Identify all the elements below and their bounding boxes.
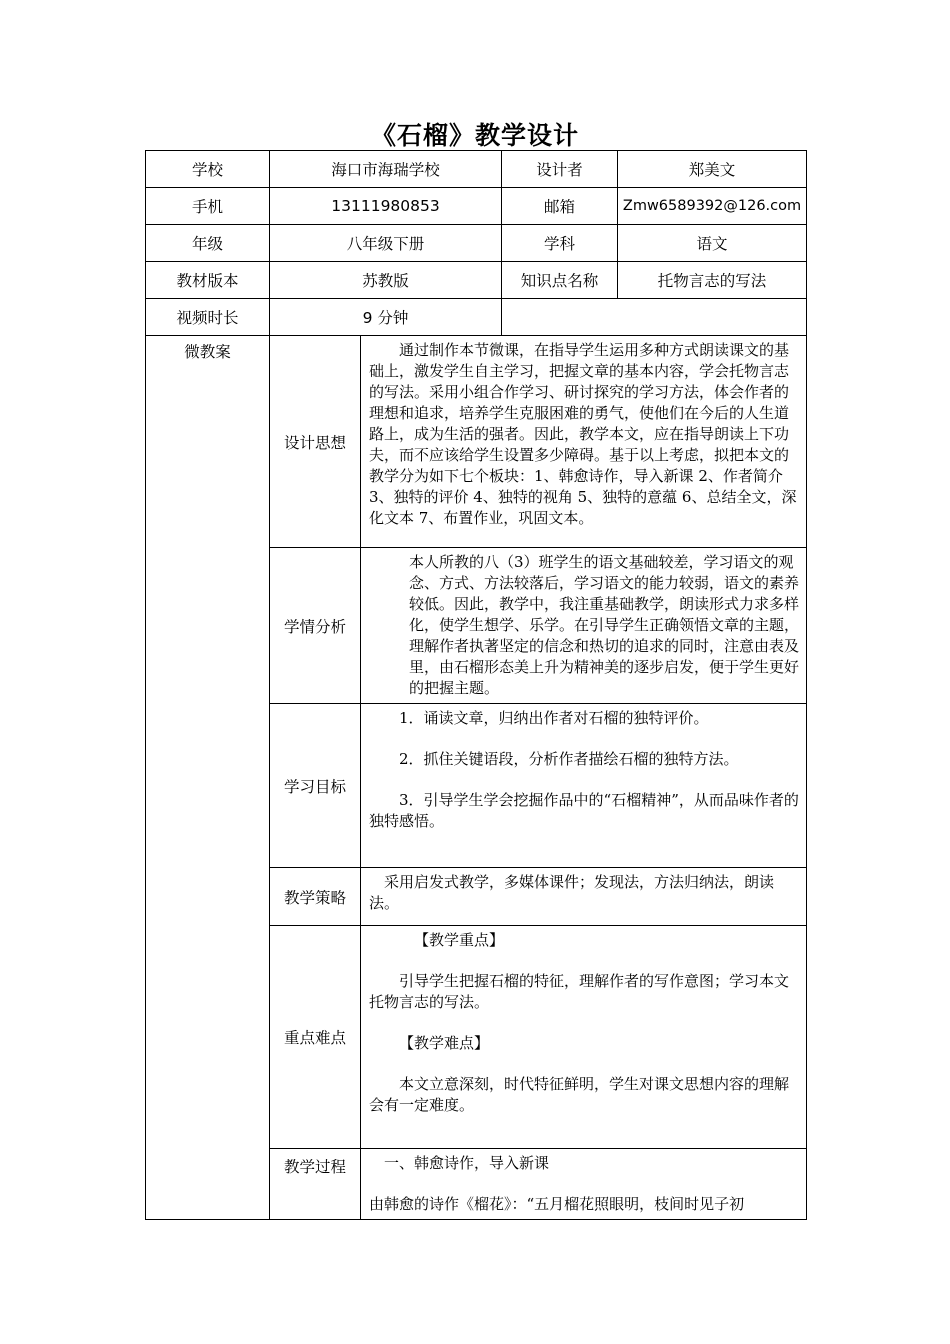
goal-item: 2．抓住关键语段，分析作者描绘石榴的独特方法。 — [399, 750, 739, 768]
process-step-text: 由韩愈的诗作《榴花》：“五月榴花照眼明，枝间时见子初 — [369, 1195, 745, 1213]
row-school — [146, 151, 807, 188]
goal-item: 1．诵读文章，归纳出作者对石榴的独特评价。 — [399, 709, 709, 727]
goals-label: 学习目标 — [270, 704, 361, 868]
lesson-label: 微教案 — [146, 336, 270, 1220]
subject-label: 学科 — [502, 225, 618, 262]
strategy-text: 采用启发式教学，多媒体课件；发现法，方法归纳法，朗读法。 — [369, 873, 775, 912]
phone-value: 13111980853 — [270, 188, 502, 225]
edition-label: 教材版本 — [146, 262, 270, 299]
analysis-content — [361, 548, 807, 704]
key-heading: 【教学重点】 — [414, 931, 505, 949]
school-label: 学校 — [146, 151, 270, 188]
duration-empty-cell — [502, 299, 807, 336]
keypoints-label: 重点难点 — [270, 926, 361, 1149]
analysis-text: 本人所教的八（3）班学生的语文基础较差，学习语文的观念、方式、方法较落后，学习语文的能力较弱，语文的素养较低。因此，教学中，我注重基础教学，朗读形式力求多样化，使学生想学、乐学。在引导学生正确领悟文章的主题，理解作者执著坚定的信念和热切的追求的同时，注意由表及里，由石榴形态美上升为精神美的逐步启发，便于学生更好的把握主题。 — [409, 553, 800, 697]
school-value: 海口市海瑞学校 — [270, 151, 502, 188]
row-phone — [146, 188, 807, 225]
email-label: 邮箱 — [502, 188, 618, 225]
design-label: 设计思想 — [270, 336, 361, 548]
strategy-content — [361, 868, 807, 926]
knowledge-label: 知识点名称 — [502, 262, 618, 299]
designer-value: 郑美文 — [618, 151, 807, 188]
duration-label: 视频时长 — [146, 299, 270, 336]
grade-label: 年级 — [146, 225, 270, 262]
process-content — [361, 1149, 807, 1220]
analysis-label: 学情分析 — [270, 548, 361, 704]
keypoints-content — [361, 926, 807, 1149]
row-grade — [146, 225, 807, 262]
row-duration — [146, 299, 807, 336]
duration-value: 9 分钟 — [270, 299, 502, 336]
key-text: 引导学生把握石榴的特征，理解作者的写作意图；学习本文托物言志的写法。 — [369, 972, 790, 1011]
row-design — [146, 336, 807, 548]
designer-label: 设计者 — [502, 151, 618, 188]
phone-label: 手机 — [146, 188, 270, 225]
lesson-plan-table — [145, 150, 807, 1220]
edition-value: 苏教版 — [270, 262, 502, 299]
subject-value: 语文 — [618, 225, 807, 262]
page-title: 《石榴》教学设计 — [370, 121, 579, 150]
grade-value: 八年级下册 — [270, 225, 502, 262]
process-step: 一、韩愈诗作，导入新课 — [384, 1154, 550, 1172]
goal-item: 3．引导学生学会挖掘作品中的“石榴精神”，从而品味作者的独特感悟。 — [369, 791, 799, 830]
design-text: 通过制作本节微课，在指导学生运用多种方式朗读课文的基础上，激发学生自主学习，把握文章的基本内容，学会托物言志的写法。采用小组合作学习、研讨探究的学习方法，体会作者的理想和追求，培养学生克服困难的勇气，使他们在今后的人生道路上，成为生活的强者。因此，教学本文，应在指导朗读上下功夫，而不应该给学生设置多少障碍。基于以上考虑，拟把本文的教学分为如下七个板块：1、韩愈诗作，导入新课 2、作者简介 3、独特的评价 4、独特的视角 5、独特的意蕴 6、总结全文，深化文本 7、布置作业，巩固文本。 — [369, 341, 797, 527]
strategy-label: 教学策略 — [270, 868, 361, 926]
difficult-heading: 【教学难点】 — [399, 1034, 490, 1052]
difficult-text: 本文立意深刻，时代特征鲜明，学生对课文思想内容的理解会有一定难度。 — [369, 1075, 790, 1114]
knowledge-value: 托物言志的写法 — [618, 262, 807, 299]
email-value: Zmw6589392@126.com — [618, 188, 807, 225]
design-content — [361, 336, 807, 548]
process-label: 教学过程 — [270, 1149, 361, 1220]
row-edition — [146, 262, 807, 299]
goals-content — [361, 704, 807, 868]
